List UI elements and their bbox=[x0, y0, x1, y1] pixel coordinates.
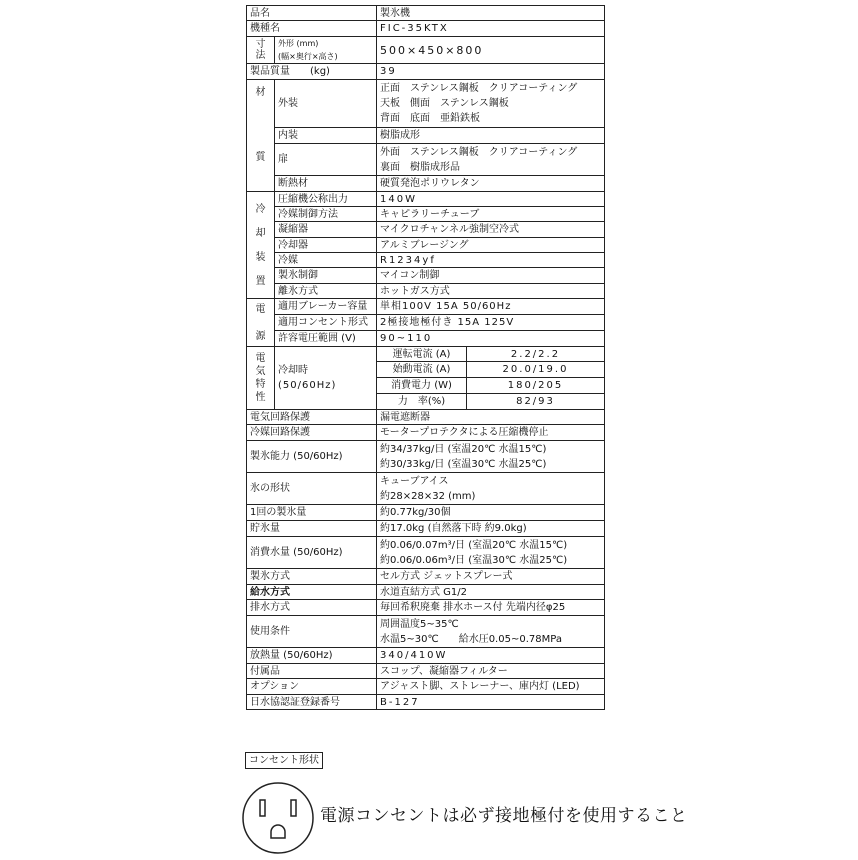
grounded-outlet-icon bbox=[240, 780, 316, 860]
value-product-name: 製氷機 bbox=[377, 6, 605, 21]
row-general: 冷媒回路保護 モータープロテクタによる圧縮機停止 bbox=[247, 425, 605, 441]
spec-table bbox=[246, 5, 605, 710]
row-power bbox=[247, 299, 605, 315]
label-harvest: 離氷方式 bbox=[275, 284, 377, 299]
row-cooling bbox=[247, 268, 605, 284]
row-general: 製氷方式 セル方式 ジェットスプレー式 bbox=[247, 569, 605, 585]
value-harvest: ホットガス方式 bbox=[377, 284, 605, 299]
label-voltage-range: 許容電圧範囲 (V) bbox=[275, 331, 377, 347]
label-refrigerant-control: 冷媒制御方法 bbox=[275, 207, 377, 222]
row-material-interior bbox=[247, 128, 605, 144]
row-material-insulation bbox=[247, 176, 605, 192]
row-cooling bbox=[247, 192, 605, 207]
label-starting-current: 始動電流 (A) bbox=[377, 362, 467, 378]
label-power-factor: 力 率(%) bbox=[377, 394, 467, 410]
label-condenser: 凝縮器 bbox=[275, 222, 377, 238]
label-compressor: 圧縮機公称出力 bbox=[275, 192, 377, 207]
category-cooling: 冷 却 装 置 bbox=[247, 192, 275, 299]
category-material: 材 質 bbox=[247, 80, 275, 192]
value-condenser: マイクロチャンネル強制空冷式 bbox=[377, 222, 605, 238]
label-outlet-type: 適用コンセント形式 bbox=[275, 315, 377, 331]
row-model bbox=[247, 21, 605, 37]
row-general: 1回の製氷量 約0.77kg/30個 bbox=[247, 505, 605, 521]
row-general: 付属品 スコップ、凝縮器フィルター bbox=[247, 664, 605, 679]
value-running-current: 2.2/2.2 bbox=[467, 347, 605, 362]
label-insulation: 断熱材 bbox=[275, 176, 377, 192]
row-general: 給水方式 水道直結方式 G1/2 bbox=[247, 585, 605, 600]
label-running-current: 運転電流 (A) bbox=[377, 347, 467, 362]
label-model: 機種名 bbox=[247, 21, 377, 37]
label-cooling-condition: 冷却時 (50/60Hz) bbox=[275, 347, 377, 410]
value-voltage-range: 90~110 bbox=[377, 331, 605, 347]
value-power-consumption: 180/205 bbox=[467, 378, 605, 394]
value-exterior: 正面 ステンレス鋼板 クリアコーティング 天板 側面 ステンレス鋼板 背面 底面 亜鉛鉄板 bbox=[377, 80, 605, 128]
label-breaker: 適用ブレーカー容量 bbox=[275, 299, 377, 315]
row-mass bbox=[247, 64, 605, 80]
value-dimensions: 500×450×800 bbox=[377, 37, 605, 64]
label-exterior: 外装 bbox=[275, 80, 377, 128]
value-refrigerant-control: キャピラリーチューブ bbox=[377, 207, 605, 222]
category-dimensions: 寸 法 bbox=[247, 37, 275, 64]
row-cooling bbox=[247, 207, 605, 222]
row-power bbox=[247, 331, 605, 347]
value-door: 外面 ステンレス鋼板 クリアコーティング 裏面 樹脂成形品 bbox=[377, 144, 605, 176]
value-evaporator: アルミブレージング bbox=[377, 238, 605, 253]
category-power: 電 源 bbox=[247, 299, 275, 347]
label-evaporator: 冷却器 bbox=[275, 238, 377, 253]
row-general: 貯氷量 約17.0kg (自然落下時 約9.0kg) bbox=[247, 521, 605, 537]
category-electrical: 電 気 特 性 bbox=[247, 347, 275, 410]
row-general: 電気回路保護 漏電遮断器 bbox=[247, 410, 605, 425]
row-general: オプション アジャスト脚、ストレーナー、庫内灯 (LED) bbox=[247, 679, 605, 695]
value-breaker: 単相100V 15A 50/60Hz bbox=[377, 299, 605, 315]
row-electrical bbox=[247, 347, 605, 362]
row-general: 製氷能力 (50/60Hz) 約34/37kg/日 (室温20℃ 水温15℃) 約30/33kg/日 (室温30℃ 水温25℃) bbox=[247, 441, 605, 473]
row-general: 日水協認証登録番号 B-127 bbox=[247, 695, 605, 710]
row-cooling bbox=[247, 222, 605, 238]
value-starting-current: 20.0/19.0 bbox=[467, 362, 605, 378]
row-cooling bbox=[247, 284, 605, 299]
label-ice-control: 製氷制御 bbox=[275, 268, 377, 284]
label-interior: 内装 bbox=[275, 128, 377, 144]
label-power-consumption: 消費電力 (W) bbox=[377, 378, 467, 394]
row-general: 氷の形状 キューブアイス 約28×28×32 (mm) bbox=[247, 473, 605, 505]
row-general: 排水方式 毎回希釈廃棄 排水ホース付 先端内径φ25 bbox=[247, 600, 605, 616]
value-refrigerant: R1234yf bbox=[377, 253, 605, 268]
row-cooling bbox=[247, 253, 605, 268]
label-door: 扉 bbox=[275, 144, 377, 176]
value-compressor: 140W bbox=[377, 192, 605, 207]
value-model: FIC-35KTX bbox=[377, 21, 605, 37]
row-general: 消費水量 (50/60Hz) 約0.06/0.07m³/日 (室温20℃ 水温15℃) 約0.06/0.06m³/日 (室温30℃ 水温25℃) bbox=[247, 537, 605, 569]
outlet-shape-label: コンセント形状 bbox=[245, 752, 323, 769]
label-mass: 製品質量 (kg) bbox=[247, 64, 377, 80]
value-mass: 39 bbox=[377, 64, 605, 80]
label-refrigerant: 冷媒 bbox=[275, 253, 377, 268]
label-product-name: 品名 bbox=[247, 6, 377, 21]
row-product-name bbox=[247, 6, 605, 21]
row-material-exterior bbox=[247, 80, 605, 128]
label-dimensions: 外形 (mm) (幅×奥行×高さ) bbox=[275, 37, 377, 64]
row-dimensions bbox=[247, 37, 605, 64]
row-cooling bbox=[247, 238, 605, 253]
row-power bbox=[247, 315, 605, 331]
value-outlet-type: 2極接地極付き 15A 125V bbox=[377, 315, 605, 331]
value-ice-control: マイコン制御 bbox=[377, 268, 605, 284]
value-insulation: 硬質発泡ポリウレタン bbox=[377, 176, 605, 192]
value-power-factor: 82/93 bbox=[467, 394, 605, 410]
row-general: 使用条件 周囲温度5~35℃ 水温5~30℃ 給水圧0.05~0.78MPa bbox=[247, 616, 605, 648]
row-general: 放熱量 (50/60Hz) 340/410W bbox=[247, 648, 605, 664]
value-interior: 樹脂成形 bbox=[377, 128, 605, 144]
row-material-door bbox=[247, 144, 605, 176]
outlet-grounding-note: 電源コンセントは必ず接地極付を使用すること bbox=[320, 806, 688, 826]
